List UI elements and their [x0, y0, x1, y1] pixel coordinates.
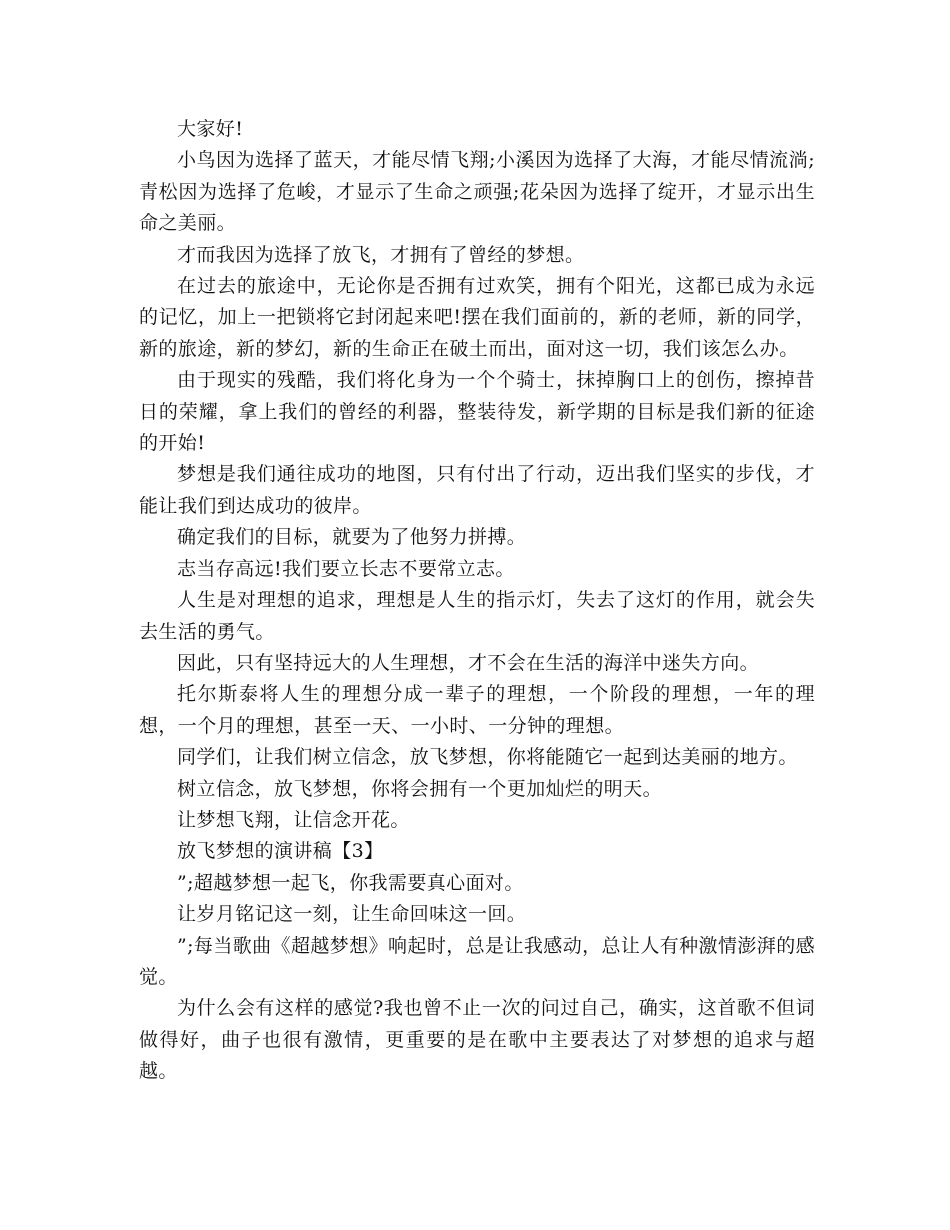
- section-heading: 放飞梦想的演讲稿【3】: [177, 840, 384, 863]
- paragraph: 为什么会有这样的感觉?我也曾不止一次的问过自己，确实，这首歌不但词做得好，曲子也很有激情，更重要的是在歌中主要表达了对梦想的追求与超越。: [139, 997, 815, 1083]
- paragraph: ”;超越梦想一起飞，你我需要真心面对。: [177, 871, 524, 894]
- paragraph: 确定我们的目标，就要为了他努力拼搏。: [177, 526, 527, 549]
- paragraph: 由于现实的残酷，我们将化身为一个个骑士，抹掉胸口上的创伤，擦掉昔日的荣耀，拿上我们的曾经的利器，整装待发，新学期的目标是我们新的征途的开始!: [139, 369, 815, 455]
- paragraph: 因此，只有坚持远大的人生理想，才不会在生活的海洋中迷失方向。: [177, 651, 760, 674]
- paragraph: 同学们，让我们树立信念，放飞梦想，你将能随它一起到达美丽的地方。: [177, 746, 798, 769]
- paragraph: 让梦想飞翔，让信念开花。: [177, 808, 410, 831]
- paragraph: 小鸟因为选择了蓝天，才能尽情飞翔;小溪因为选择了大海，才能尽情流淌;青松因为选择了危峻，才显示了生命之顽强;花朵因为选择了绽开，才显示出生命之美丽。: [139, 149, 815, 235]
- paragraph: ”;每当歌曲《超越梦想》响起时，总是让我感动，总让人有种激情澎湃的感觉。: [139, 934, 815, 988]
- paragraph: 树立信念，放飞梦想，你将会拥有一个更加灿烂的明天。: [177, 777, 663, 800]
- paragraph: 托尔斯泰将人生的理想分成一辈子的理想，一个阶段的理想，一年的理想，一个月的理想，甚至一天、一小时、一分钟的理想。: [139, 683, 815, 737]
- paragraph: 让岁月铭记这一刻，让生命回味这一回。: [177, 903, 527, 926]
- paragraph-greeting: 大家好!: [177, 118, 244, 140]
- document-body: [139, 114, 815, 1088]
- paragraph: 志当存高远!我们要立长志不要常立志。: [177, 557, 515, 580]
- paragraph: 才而我因为选择了放飞，才拥有了曾经的梦想。: [177, 243, 585, 266]
- paragraph: 梦想是我们通往成功的地图，只有付出了行动，迈出我们坚实的步伐，才能让我们到达成功的彼岸。: [139, 463, 815, 517]
- paragraph: 人生是对理想的追求，理想是人生的指示灯，失去了这灯的作用，就会失去生活的勇气。: [139, 589, 815, 643]
- paragraph: 在过去的旅途中，无论你是否拥有过欢笑，拥有个阳光，这都已成为永远的记忆，加上一把锁将它封闭起来吧!摆在我们面前的，新的老师，新的同学，新的旅途，新的梦幻，新的生命正在破土而出，面对这一切，我们该怎么办。: [139, 275, 815, 360]
